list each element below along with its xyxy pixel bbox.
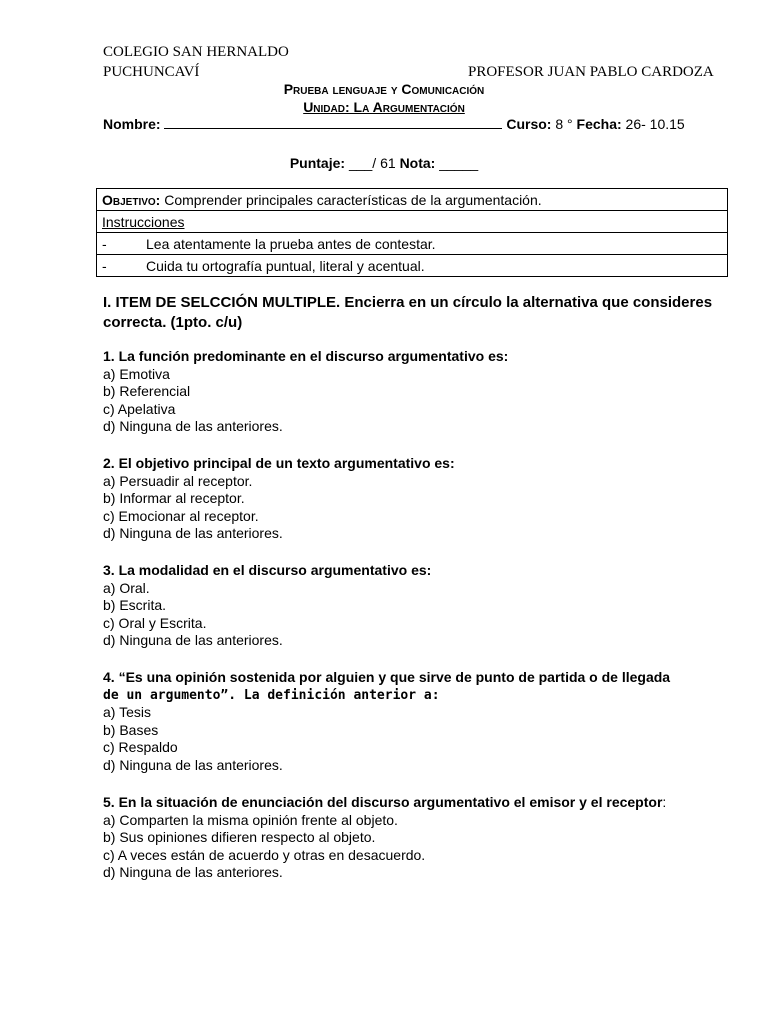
grade-value[interactable]: _____ [439, 155, 479, 171]
answer-option[interactable]: b) Sus opiniones difieren respecto al objeto. [103, 829, 376, 846]
question-4 [103, 669, 728, 775]
question-3 [103, 562, 728, 650]
answer-option[interactable]: b) Escrita. [103, 597, 167, 614]
answer-option[interactable]: a) Oral. [103, 579, 150, 596]
answer-option[interactable]: c) Apelativa [103, 400, 176, 417]
question-stem: 3. La modalidad en el discurso argumentativo es: [103, 562, 432, 578]
answer-option[interactable]: c) Emocionar al receptor. [103, 507, 259, 524]
instruction-text: Lea atentamente la prueba antes de contestar. [146, 235, 436, 252]
question-stem: 2. El objetivo principal de un texto argumentativo es: [103, 455, 455, 471]
instruction-bullet: - [102, 235, 107, 252]
question-1 [103, 348, 728, 436]
name-label: Nombre: [103, 116, 161, 132]
teacher-name: PROFESOR JUAN PABLO CARDOZA [468, 64, 714, 80]
question-stem: 1. La función predominante en el discurso argumentativo es: [103, 348, 509, 364]
instructions-label: Instrucciones [102, 213, 185, 230]
instruction-bullet: - [102, 257, 107, 274]
exam-title: Prueba lenguaje y Comunicación [283, 81, 485, 97]
objective-label: Objetivo: [102, 191, 161, 208]
course-value: 8 ° [555, 116, 573, 132]
question-stem-continuation: de un argumento”. La definición anterior a: [103, 687, 440, 703]
instructions-row [97, 211, 728, 233]
question-5 [103, 794, 728, 882]
answer-option[interactable]: a) Emotiva [103, 365, 170, 382]
objective-row [97, 189, 728, 211]
student-info-row [103, 116, 685, 132]
answer-option[interactable]: b) Informar al receptor. [103, 490, 245, 507]
answer-option[interactable]: d) Ninguna de las anteriores. [103, 756, 283, 773]
score-value[interactable]: ___/ 61 [348, 155, 396, 171]
score-row [0, 155, 768, 171]
instruction-item [97, 233, 728, 255]
question-2 [103, 455, 728, 543]
school-location: PUCHUNCAVÍ [103, 64, 200, 80]
objective-box [96, 188, 728, 277]
answer-option[interactable]: b) Bases [103, 721, 159, 738]
objective-text: Comprender principales características de la argumentación. [164, 191, 542, 208]
instruction-item [97, 255, 728, 277]
question-stem: 5. En la situación de enunciación del discurso argumentativo el emisor y el receptor [103, 794, 663, 810]
instruction-text: Cuida tu ortografía puntual, literal y acentual. [146, 257, 425, 274]
answer-option[interactable]: a) Tesis [103, 704, 151, 721]
question-stem-line [103, 794, 728, 812]
answer-option[interactable]: d) Ninguna de las anteriores. [103, 525, 283, 542]
answer-option[interactable]: c) Oral y Escrita. [103, 614, 207, 631]
score-label: Puntaje: [289, 155, 346, 171]
answer-option[interactable]: d) Ninguna de las anteriores. [103, 632, 283, 649]
answer-option[interactable]: d) Ninguna de las anteriores. [103, 418, 283, 435]
answer-option[interactable]: c) A veces están de acuerdo y otras en desacuerdo. [103, 846, 426, 863]
question-stem-suffix: : [662, 794, 667, 810]
name-blank[interactable] [164, 128, 502, 129]
date-label: Fecha: [576, 116, 622, 132]
answer-option[interactable]: a) Persuadir al receptor. [103, 472, 253, 489]
answer-option[interactable]: d) Ninguna de las anteriores. [103, 864, 283, 881]
grade-label: Nota: [399, 155, 436, 171]
date-value: 26- 10.15 [625, 116, 685, 132]
exam-unit: Unidad: La Argumentación [303, 99, 465, 115]
school-name: COLEGIO SAN HERNALDO [103, 44, 289, 60]
answer-option[interactable]: c) Respaldo [103, 739, 178, 756]
section-title: I. ITEM DE SELCCIÓN MULTIPLE. Encierra en un círculo la alternativa que consideres correcta. (1pto. c/u) [103, 294, 713, 331]
answer-option[interactable]: a) Comparten la misma opinión frente al objeto. [103, 811, 398, 828]
course-label: Curso: [506, 116, 552, 132]
question-stem: 4. “Es una opinión sostenida por alguien y que sirve de punto de partida o de llegada [103, 669, 671, 685]
answer-option[interactable]: b) Referencial [103, 383, 191, 400]
